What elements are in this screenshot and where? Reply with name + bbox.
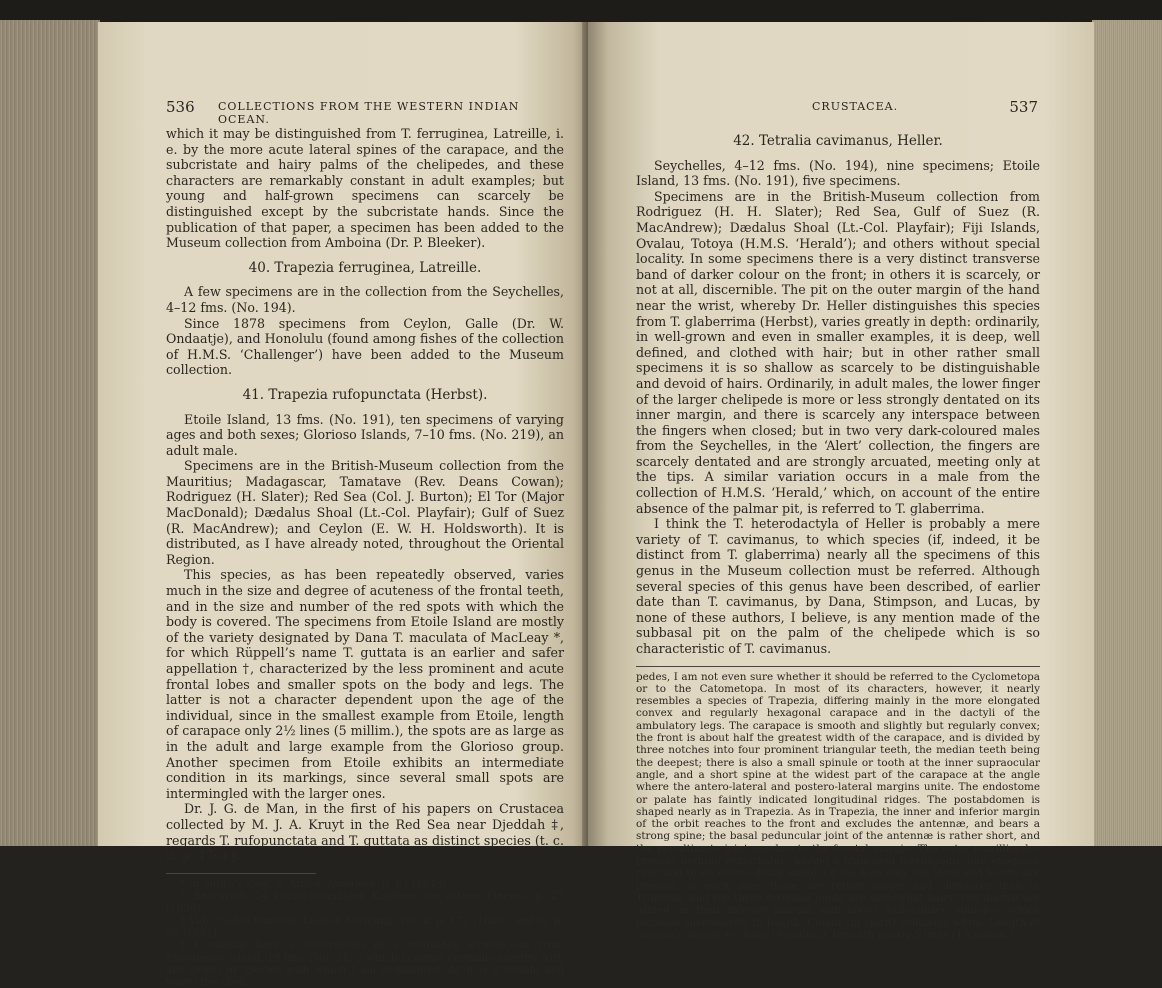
footnote-3: ‡ Vide ‘Notes from the Leyden Museum,’ vol. ii. p. 171 (1880), and iii. p. 93 (1881). <box>166 914 564 939</box>
section-41-paragraph-1: Etoile Island, 13 fms. (No. 191), ten specimens of varying ages and both sexes; Glorioso Islands, 7–10 fms. (No. 219), an adult male. <box>166 411 564 458</box>
footnote-1: * In Smith’s Zool. S. Africa, Annulosa, p. 67 (1849). <box>180 877 450 890</box>
footnote-4: § I subjoin here a description of a mutilated Crustacean from Providence Island, 19 fms. (No. 217), which I cannot certainly identify with any genus or species with which I am acquainted. As it is a female and wants the cheli- <box>166 939 564 988</box>
left-running-head-title: COLLECTIONS FROM THE WESTERN INDIAN OCEAN. <box>218 100 520 126</box>
right-footnotes <box>636 671 1040 942</box>
section-42-paragraph-2: Specimens are in the British-Museum collection from Rodriguez (H. H. Slater); Red Sea, Gulf of Suez (R. MacAndrew); Dædalus Shoal (Lt.-Col. Playfair); Fiji Islands, Ovalau, Totoya (H.M.S. ‘Herald’); and others without special locality. In some specimens there is a very distinct transverse band of darker colour on the front; in others it is scarcely, or not at all, discernible. The pit on the outer margin of the hand near the wrist, whereby Dr. Heller distinguishes this species from T. glaberrima (Herbst), varies greatly in depth: ordinarily, in well-grown and even in smaller examples, it is deep, well defined, and clothed with hair; but in other rather small specimens it is so shallow as scarcely to be distinguishable and devoid of hairs. Ordinarily, in adult males, the lower finger of the larger chelipede is more or less strongly dentated on its inner margin, and there is scarcely any interspace between the fingers when closed; but in two very dark-coloured males from the Seychelles, in the ‘Alert’ collection, the fingers are scarcely dentated and are strongly arcuated, meeting only at the tips. A similar variation occurs in a male from the collection of H.M.S. ‘Herald,’ which, on account of the entire absence of the palmar pit, is referred to T. glaberrima. <box>636 188 1040 516</box>
right-page <box>588 22 1094 941</box>
left-running-head <box>166 98 562 126</box>
right-running-head-title: CRUSTACEA. <box>812 100 899 113</box>
right-page-edges <box>1092 20 1162 846</box>
right-page-number: 537 <box>1009 98 1038 116</box>
section-41-paragraph-4: Dr. J. G. de Man, in the first of his papers on Crustacea collected by M. J. A. Kruyt in the Red Sea near Djeddah ‡, regards T. rufopunctata and T. guttata as distinct species (t. c. ii. p. 176) §. <box>166 801 564 864</box>
left-body <box>166 126 564 988</box>
footnote-divider <box>166 873 316 874</box>
footnote-divider-right <box>636 666 1040 667</box>
section-41-title: 41. Trapezia rufopunctata (Herbst). <box>242 386 488 403</box>
section-42-title: 42. Tetralia cavimanus, Heller. <box>733 133 943 149</box>
intro-paragraph: which it may be distinguished from T. ferruginea, Latreille, i. e. by the more acute lateral spines of the carapace, and the subcristate and hairy palms of the chelipedes, and these characters are remarkably constant in adult examples; but young and half-grown specimens can scarcely be distinguished except by the subcristate hands. Since the publication of that paper, a specimen has been added to the Museum collection from Amboina (Dr. P. Bleeker). <box>166 126 564 251</box>
section-40-title: 40. Trapezia ferruginea, Latreille. <box>248 259 482 276</box>
left-page-number: 536 <box>166 98 195 116</box>
section-41-paragraph-3: This species, as has been repeatedly observed, varies much in the size and degree of acuteness of the frontal teeth, and in the size and number of the red spots with which the body is covered. The specimens from Etoile Island are mostly of the variety designated by Dana T. maculata of MacLeay *, for which Rüppell’s name T. guttata is an earlier and safer appellation †, characterized by the less prominent and acute frontal lobes and smaller spots on the body and legs. The latter is not a character dependent upon the age of the individual, since in the smallest example from Etoile, length of carapace only 2½ lines (5 millim.), the spots are as large as in the adult and large example from the Glorioso group. Another specimen from Etoile exhibits an intermediate condition in its markings, since several small spots are intermingled with the larger ones. <box>166 567 564 801</box>
section-42-paragraph-3: I think the T. heterodactyla of Heller is probably a mere variety of T. cavimanus, to which species (if, indeed, it be distinct from T. glaberrima) nearly all the specimens of this genus in the Museum collection must be referred. Although several species of this genus have been described, of earlier date than T. cavimanus, by Dana, Stimpson, and Lucas, by none of these authors, I believe, is any mention made of the subbasal pit on the palm of the chelipede which is so characteristic of T. cavimanus. <box>636 516 1040 656</box>
section-41-paragraph-2: Specimens are in the British-Museum collection from the Mauritius; Madagascar, Tamatave (Rev. Deans Cowan); Rodriguez (H. Slater); Red Sea (Col. J. Burton); El Tor (Major MacDonald); Dædalus Shoal (Lt.-Col. Playfair); Gulf of Suez (R. MacAndrew); and Ceylon (E. W. H. Holdsworth). It is distributed, as I have already noted, throughout the Oriental Region. <box>166 458 564 567</box>
left-footnotes <box>166 878 564 988</box>
left-page <box>98 22 588 988</box>
footnote-2: † Beschreib. 24 kurzschwänzigen Krabben des rothen Meeres, p. 27 (1830). <box>166 890 564 915</box>
section-42-paragraph-1: Seychelles, 4–12 fms. (No. 194), nine specimens; Etoile Island, 13 fms. (No. 191), five specimens. <box>636 157 1040 189</box>
right-body <box>636 126 1040 941</box>
section-40-paragraph-2: Since 1878 specimens from Ceylon, Galle (Dr. W. Ondaatje), and Honolulu (found among fishes of the collection of H.M.S. ‘Challenger’) have been added to the Museum collection. <box>166 315 564 378</box>
footnote-continuation: pedes, I am not even sure whether it should be referred to the Cyclometopa or to the Catometopa. In most of its characters, however, it nearly resembles a species of Trapezia, differing mainly in the more elongated convex and regularly hexagonal carapace and in the dactyli of the ambulatory legs. The carapace is smooth and slightly but regularly convex; the front is about half the greatest width of the carapace, and is divided by three notches into four prominent triangular teeth, the median teeth being the deepest; there is also a small spinule or tooth at the inner supraocular angle, and a short spine at the widest part of the carapace at the angle where the antero-lateral and postero-lateral margins unite. The endostome or palate has faintly indicated longitudinal ridges. The postabdomen is shaped nearly as in Trapezia. As in Trapezia, the inner and inferior margin of the orbit reaches to the front and excludes the antennæ, and bears a strong spine; the basal peduncular joint of the antennæ is rather short, and the penultimate joint reaches to the frontal margin. The outer maxillipedes present nothing remarkable, having a truncated merus-joint, and exognath reaching to its extero-distal angle. Of the legs only the third and fourth are present on each side; these are rather longer and slenderer than in Trapezia, and the three terminal joints are somewhat hairy; the dactyli are armed on their inferior margin with about half-a-dozen spinules, which increase successively in length. Colour (in spirit) yellowish white. Length of carapace nearly 4½ lines (9 millim.), breadth nearly 5 lines (10 millim.). <box>636 670 1040 941</box>
section-40-paragraph-1: A few specimens are in the collection from the Seychelles, 4–12 fms. (No. 194). <box>166 284 564 315</box>
left-page-edges <box>0 20 100 846</box>
